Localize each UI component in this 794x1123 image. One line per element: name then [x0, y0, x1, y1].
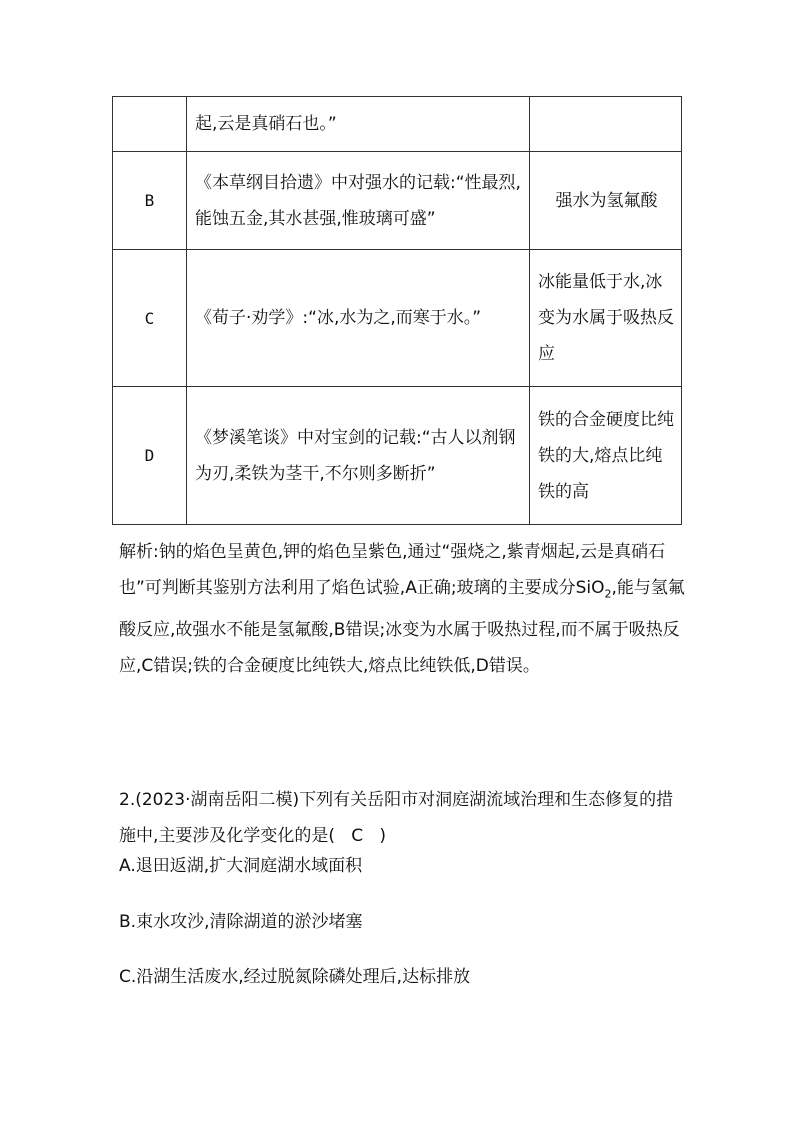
row-content: 《本草纲目拾遗》中对强水的记载:“性最烈,能蚀五金,其水甚强,惟玻璃可盛” — [187, 152, 530, 250]
table-row — [113, 97, 682, 152]
question-text: 2.(2023·湖南岳阳二模)下列有关岳阳市对洞庭湖流域治理和生态修复的措施中,主要涉及化学变化的是( — [119, 790, 674, 846]
table-row — [113, 250, 682, 387]
question-2-stem — [119, 782, 685, 854]
row-result: 铁的合金硬度比纯铁的大,熔点比纯铁的高 — [530, 387, 682, 525]
row-content: 《荀子·劝学》:“冰,水为之,而寒于水。” — [187, 250, 530, 387]
analysis-text-2: ,能与氢氟酸反应,故强水不能是氢氟酸,B错误;冰变为水属于吸热过程,而不属于吸热反应,C错误;铁的合金硬度比纯铁大,熔点比纯铁低,D错误。 — [119, 578, 685, 677]
question-close: ) — [379, 826, 386, 846]
row-result: 强水为氢氟酸 — [530, 152, 682, 250]
analysis-subscript: 2 — [604, 587, 612, 601]
row-label: D — [113, 387, 187, 525]
row-content: 《梦溪笔谈》中对宝剑的记载:“古人以剂钢为刃,柔铁为茎干,不尔则多断折” — [187, 387, 530, 525]
row-result: 冰能量低于水,冰变为水属于吸热反应 — [530, 250, 682, 387]
row-result — [530, 97, 682, 152]
row-content: 起,云是真硝石也。” — [187, 97, 530, 152]
answer-gap — [363, 826, 379, 846]
analysis-paragraph — [119, 534, 685, 684]
table-row — [113, 152, 682, 250]
options-table — [112, 96, 682, 525]
question-answer: C — [351, 826, 364, 846]
answer-gap — [335, 826, 351, 846]
row-label: C — [113, 250, 187, 387]
option-c: C.沿湖生活废水,经过脱氮除磷处理后,达标排放 — [119, 967, 471, 987]
analysis-text-1: 解析:钠的焰色呈黄色,钾的焰色呈紫色,通过“强烧之,紫青烟起,云是真硝石也”可判断其鉴别方法利用了焰色试验,A正确;玻璃的主要成分Si — [119, 542, 666, 598]
table-row — [113, 387, 682, 525]
analysis-sub-o: O — [591, 578, 605, 598]
option-b: B.束水攻沙,清除湖道的淤沙堵塞 — [119, 912, 363, 932]
option-a: A.退田返湖,扩大洞庭湖水域面积 — [119, 856, 363, 876]
row-label: B — [113, 152, 187, 250]
row-label — [113, 97, 187, 152]
